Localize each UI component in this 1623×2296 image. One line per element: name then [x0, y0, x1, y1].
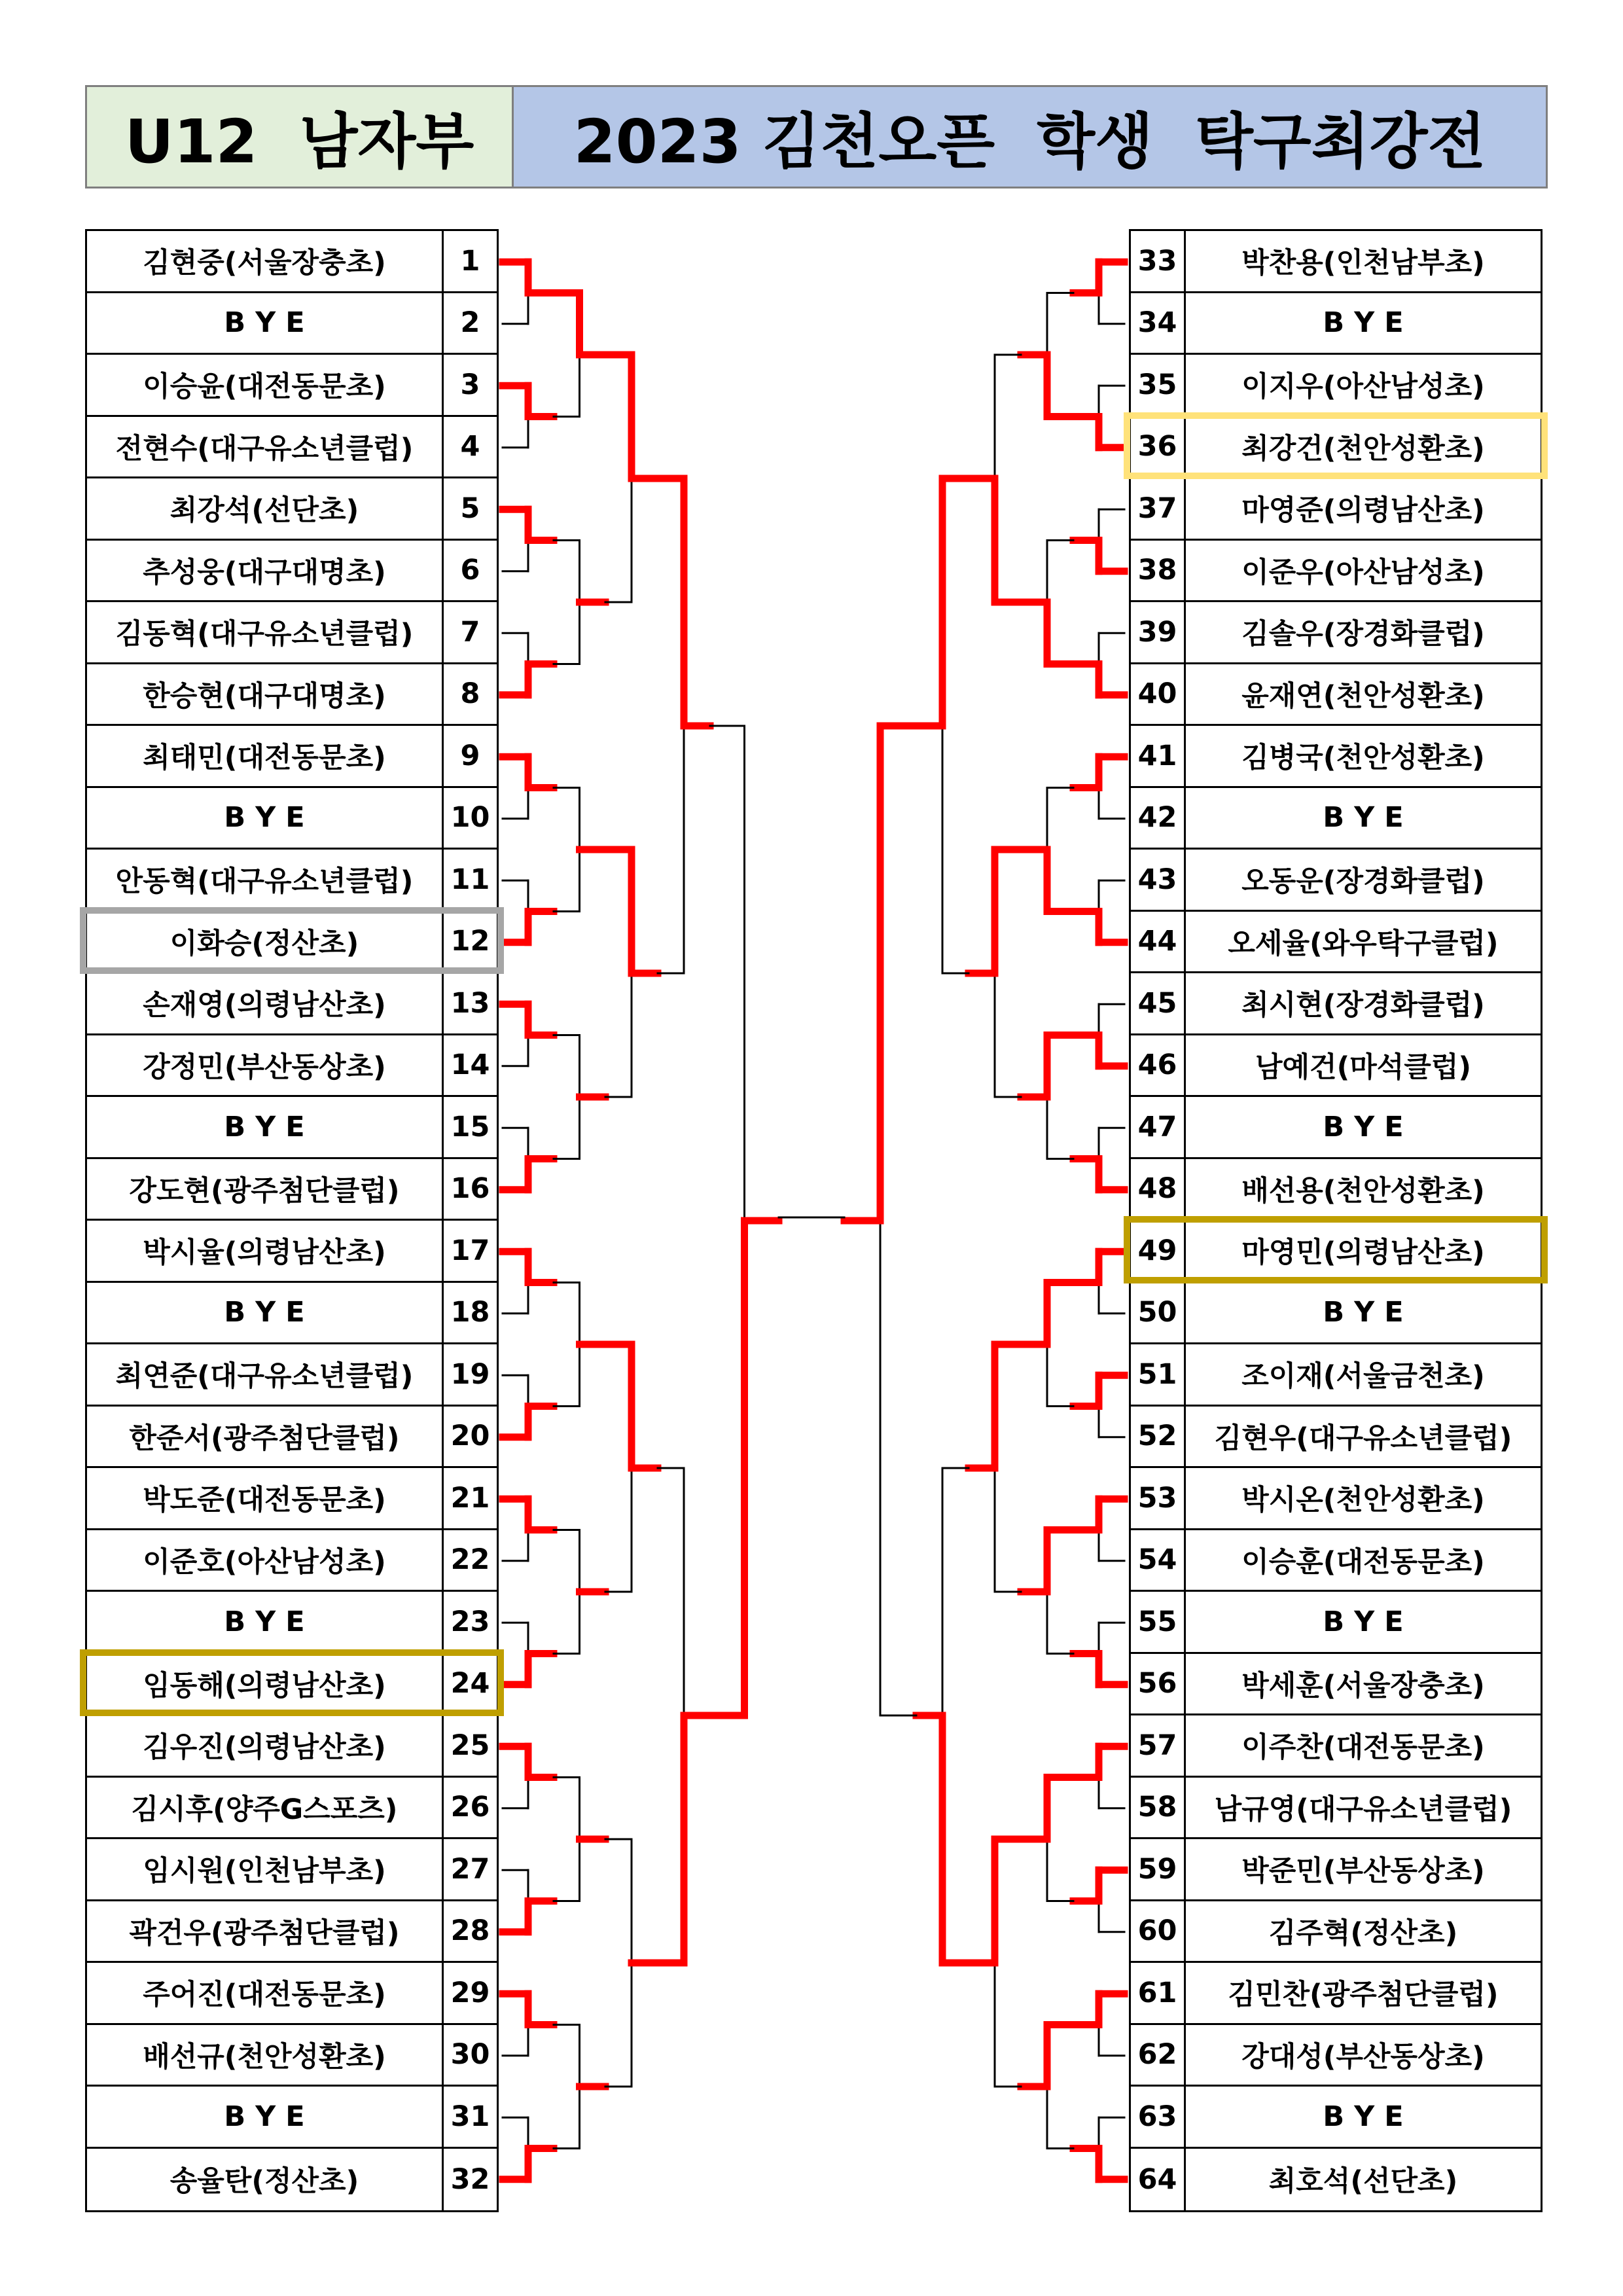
draw-number: 29: [450, 1976, 490, 2009]
player-name: 남예건(마석클럽): [1255, 1050, 1472, 1084]
draw-number: 20: [450, 1420, 490, 1453]
player-name: 이준우(아산남성초): [1241, 556, 1485, 589]
player-name: 박시율(의령남산초): [87, 1221, 444, 1281]
player-name: B Y E: [87, 788, 444, 848]
draw-number: 37: [1131, 478, 1186, 539]
draw-number: 44: [1131, 912, 1186, 972]
draw-number: 7: [460, 615, 480, 649]
highlight-box: [80, 907, 504, 975]
player-name: 조이재(서울금천초): [1241, 1360, 1485, 1393]
category-label: U12 남자부: [124, 107, 474, 177]
draw-number: 21: [450, 1481, 490, 1515]
player-name: 강정민(부산동상초): [87, 1035, 444, 1096]
player-name: 곽건우(광주첨단클럽): [87, 1901, 444, 1962]
draw-number: 1: [460, 244, 480, 278]
player-name: 이준호(아산남성초): [87, 1530, 444, 1590]
draw-number: 53: [1131, 1468, 1186, 1528]
draw-number: 22: [450, 1543, 490, 1577]
player-name: 마영준(의령남산초): [1241, 494, 1485, 528]
draw-number: 24: [450, 1667, 490, 1700]
draw-number: 61: [1131, 1963, 1186, 2023]
player-name: 최연준(대구유소년클럽): [87, 1344, 444, 1405]
draw-number: 51: [1131, 1344, 1186, 1405]
draw-number: 12: [450, 925, 490, 958]
player-name: B Y E: [1323, 1296, 1404, 1329]
draw-number: 14: [450, 1049, 490, 1082]
highlight-box: [80, 1649, 504, 1717]
draw-number: 50: [1131, 1283, 1186, 1343]
player-name: 김동혁(대구유소년클럽): [87, 602, 444, 662]
draw-number: 6: [460, 554, 480, 587]
draw-number: 43: [1131, 850, 1186, 910]
player-name: 최강석(선단초): [87, 478, 444, 539]
draw-number: 36: [1131, 417, 1186, 477]
draw-number: 13: [450, 986, 490, 1020]
player-name: 임동해(의령남산초): [87, 1654, 444, 1714]
draw-number: 16: [450, 1172, 490, 1206]
player-name: 이승훈(대전동문초): [1241, 1545, 1485, 1579]
player-name: 한준서(광주첨단클럽): [87, 1407, 444, 1467]
player-name: B Y E: [87, 293, 444, 353]
draw-number: 60: [1131, 1901, 1186, 1962]
player-name: 김병국(천안성환초): [1241, 742, 1485, 775]
player-name: 이주찬(대전동문초): [1241, 1731, 1485, 1765]
draw-number: 15: [450, 1110, 490, 1143]
player-name: B Y E: [87, 2087, 444, 2147]
draw-number: 52: [1131, 1407, 1186, 1467]
highlight-box: [1124, 412, 1548, 480]
draw-number: 19: [450, 1357, 490, 1391]
player-name: 박시온(천안성환초): [1241, 1484, 1485, 1517]
draw-number: 25: [450, 1729, 490, 1762]
player-name: B Y E: [1323, 1605, 1404, 1638]
player-name: 송율탄(정산초): [87, 2149, 444, 2211]
draw-number: 56: [1131, 1654, 1186, 1714]
player-name: B Y E: [1323, 2100, 1404, 2133]
draw-number: 11: [450, 863, 490, 896]
player-name: 박도준(대전동문초): [87, 1468, 444, 1528]
player-name: 김시후(양주G스포츠): [87, 1778, 444, 1838]
draw-number: 35: [1131, 355, 1186, 415]
player-name: 배선용(천안성환초): [1241, 1174, 1485, 1208]
player-name: 김현중(서울장충초): [87, 231, 444, 291]
draw-number: 59: [1131, 1839, 1186, 1899]
player-name: 남규영(대구유소년클럽): [1214, 1793, 1512, 1826]
player-name: 한승현(대구대명초): [87, 664, 444, 725]
player-name: B Y E: [1323, 801, 1404, 834]
player-name: 김현우(대구유소년클럽): [1214, 1422, 1512, 1455]
draw-number: 32: [450, 2162, 490, 2196]
player-name: 오동운(장경화클럽): [1241, 865, 1485, 899]
draw-number: 9: [460, 739, 480, 772]
player-name: 김우진(의령남산초): [87, 1715, 444, 1776]
player-name: 최강건(천안성환초): [1241, 432, 1485, 465]
draw-number: 62: [1131, 2025, 1186, 2085]
player-name: 추성웅(대구대명초): [87, 541, 444, 601]
player-name: 손재영(의령남산초): [87, 973, 444, 1033]
draw-number: 46: [1131, 1035, 1186, 1096]
player-name: 최호석(선단초): [1268, 2165, 1458, 2198]
draw-number: 5: [460, 492, 480, 525]
player-name: 배선규(천안성환초): [87, 2025, 444, 2085]
highlight-box: [1124, 1216, 1548, 1283]
player-name: 이승윤(대전동문초): [87, 355, 444, 415]
player-name: 최시현(장경화클럽): [1241, 989, 1485, 1022]
player-name: 전현수(대구유소년클럽): [87, 417, 444, 477]
player-name: 안동혁(대구유소년클럽): [87, 850, 444, 910]
draw-number: 45: [1131, 973, 1186, 1033]
player-name: B Y E: [1323, 306, 1404, 340]
player-name: 이지우(아산남성초): [1241, 370, 1485, 404]
draw-number: 30: [450, 2038, 490, 2072]
draw-number: 49: [1131, 1221, 1186, 1281]
draw-number: 2: [460, 306, 480, 340]
player-name: 윤재연(천안성환초): [1241, 679, 1485, 713]
draw-number: 17: [450, 1234, 490, 1267]
player-name: 박준민(부산동상초): [1241, 1855, 1485, 1888]
player-name: B Y E: [1323, 1110, 1404, 1143]
draw-number: 58: [1131, 1778, 1186, 1838]
tournament-title: 2023 김천오픈 학생 탁구최강전: [573, 107, 1486, 177]
player-name: B Y E: [87, 1592, 444, 1652]
draw-number: 47: [1131, 1097, 1186, 1157]
player-name: 마영민(의령남산초): [1241, 1236, 1485, 1270]
player-name: 박찬용(인천남부초): [1241, 247, 1485, 280]
draw-number: 28: [450, 1914, 490, 1948]
player-name: 이화승(정산초): [87, 912, 444, 972]
draw-number: 55: [1131, 1592, 1186, 1652]
draw-number: 4: [460, 430, 480, 463]
draw-number: 54: [1131, 1530, 1186, 1590]
draw-number: 57: [1131, 1715, 1186, 1776]
player-name: B Y E: [87, 1097, 444, 1157]
draw-number: 31: [450, 2100, 490, 2133]
draw-number: 18: [450, 1296, 490, 1329]
draw-number: 38: [1131, 541, 1186, 601]
player-name: B Y E: [87, 1283, 444, 1343]
draw-number: 23: [450, 1605, 490, 1638]
draw-number: 42: [1131, 788, 1186, 848]
draw-number: 3: [460, 368, 480, 401]
draw-number: 8: [460, 677, 480, 711]
player-name: 박세훈(서울장충초): [1241, 1669, 1485, 1702]
draw-number: 40: [1131, 664, 1186, 725]
draw-number: 39: [1131, 602, 1186, 662]
player-name: 주어진(대전동문초): [87, 1963, 444, 2023]
player-name: 최태민(대전동문초): [87, 726, 444, 786]
draw-number: 26: [450, 1791, 490, 1824]
draw-number: 33: [1131, 231, 1186, 291]
draw-number: 10: [450, 801, 490, 834]
draw-number: 63: [1131, 2087, 1186, 2147]
player-name: 강도현(광주첨단클럽): [87, 1159, 444, 1219]
draw-number: 64: [1131, 2149, 1186, 2211]
draw-number: 34: [1131, 293, 1186, 353]
player-name: 김솔우(장경화클럽): [1241, 618, 1485, 651]
player-name: 김민찬(광주첨단클럽): [1228, 1979, 1499, 2012]
draw-number: 41: [1131, 726, 1186, 786]
player-name: 강대성(부산동상초): [1241, 2040, 1485, 2073]
player-name: 임시원(인천남부초): [87, 1839, 444, 1899]
draw-number: 27: [450, 1852, 490, 1886]
player-name: 오세율(와우탁구클럽): [1228, 927, 1499, 960]
player-name: 김주혁(정산초): [1268, 1916, 1458, 1950]
draw-number: 48: [1131, 1159, 1186, 1219]
